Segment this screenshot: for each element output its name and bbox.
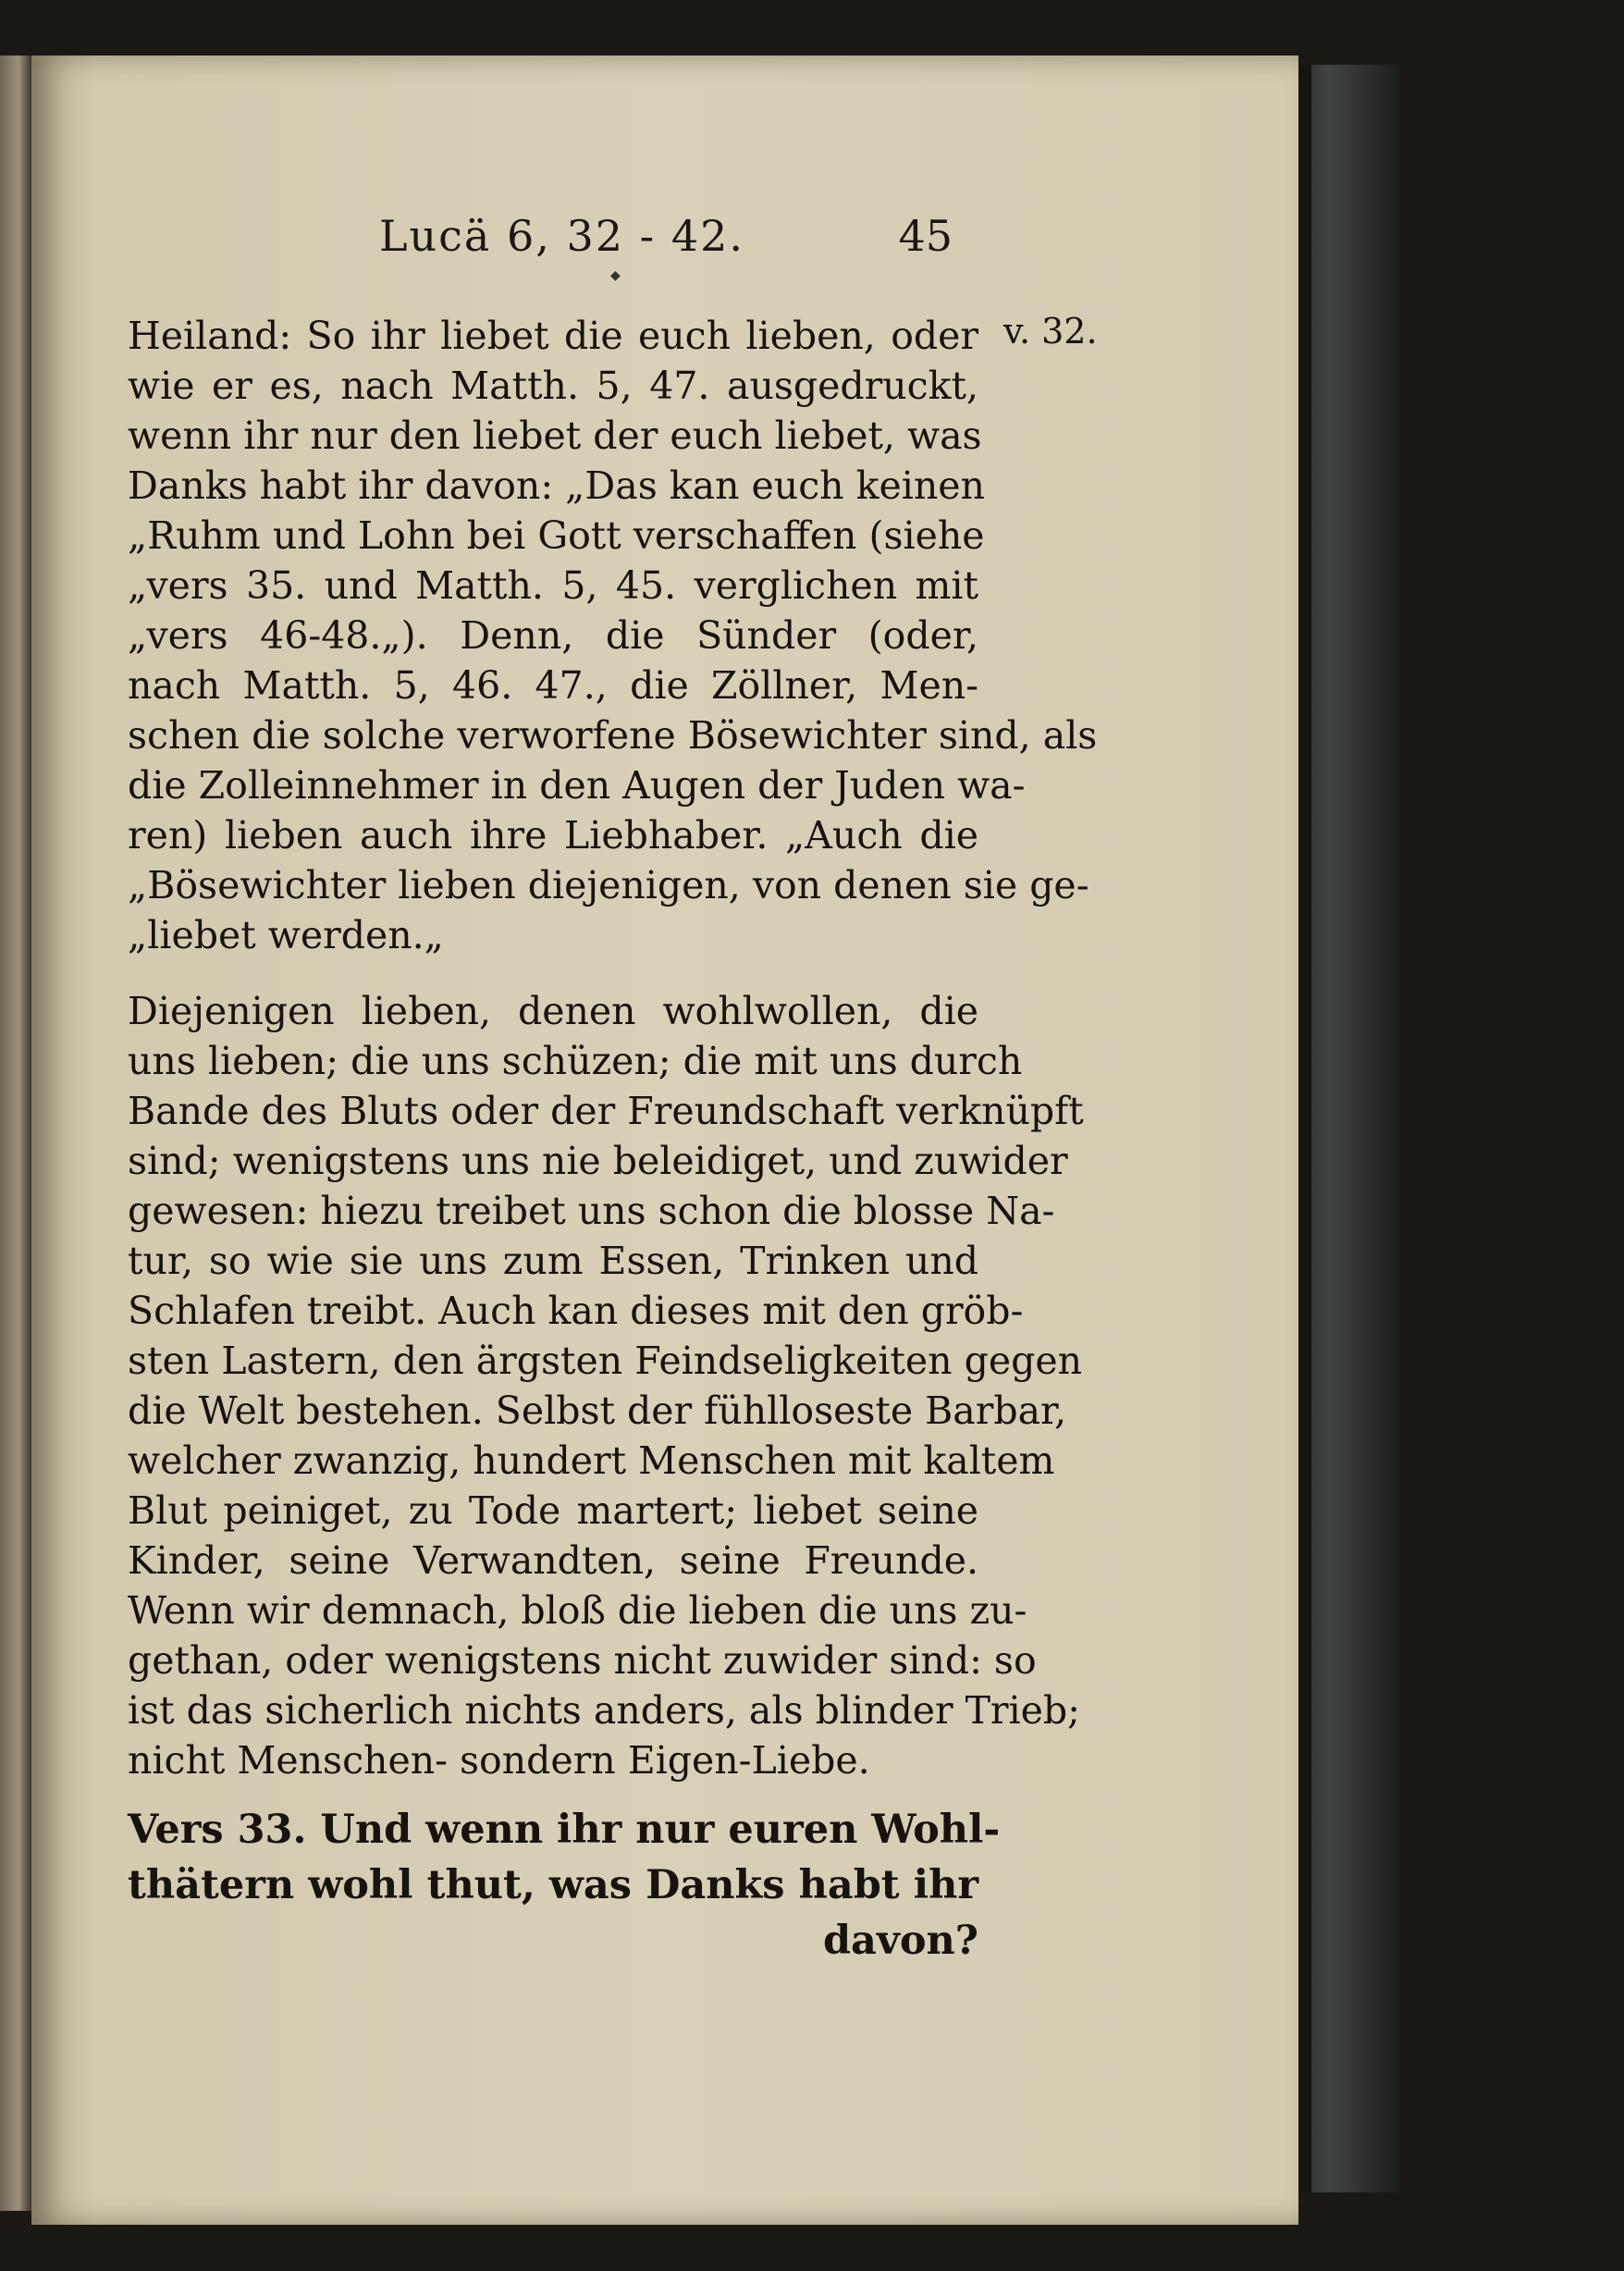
- verse-reference: v. 32.: [1003, 311, 1098, 352]
- text-line: die Welt bestehen. Selbst der fühlloseste Barbar,: [128, 1389, 1067, 1433]
- text-line: Danks habt ihr davon: „Das kan euch keinen: [128, 463, 985, 508]
- text-line: ist das sicherlich nichts anders, als blinder Trieb;: [128, 1688, 1080, 1733]
- text-line: thätern wohl thut, was Danks habt ihr: [128, 1862, 978, 1908]
- text-line: wenn ihr nur den liebet der euch liebet, was: [128, 413, 982, 458]
- text-line: „vers 46-48.„). Denn, die Sünder (oder,: [128, 613, 978, 658]
- text-line: tur, so wie sie uns zum Essen, Trinken und: [128, 1239, 978, 1283]
- text-line: die Zolleinnehmer in den Augen der Juden wa-: [128, 763, 1026, 808]
- catchword-mark: ◆: [610, 268, 621, 283]
- text-line: nach Matth. 5, 46. 47., die Zöllner, Men-: [128, 663, 978, 708]
- text-line: wie er es, nach Matth. 5, 47. ausgedruckt,: [128, 364, 978, 408]
- text-line: gewesen: hiezu treibet uns schon die blosse Na-: [128, 1189, 1055, 1233]
- text-line: sind; wenigstens uns nie beleidiget, und zuwider: [128, 1139, 1068, 1183]
- paragraph-2: [128, 986, 1084, 1785]
- text-line: davon?: [822, 1918, 978, 1964]
- text-line: nicht Menschen- sondern Eigen-Liebe.: [128, 1738, 870, 1783]
- text-line: Wenn wir demnach, bloß die lieben die uns zu-: [128, 1588, 1027, 1633]
- text-line: gethan, oder wenigstens nicht zuwider sind: so: [128, 1638, 1037, 1683]
- text-line: „Ruhm und Lohn bei Gott verschaffen (siehe: [128, 513, 985, 558]
- book-cover: [1298, 65, 1400, 2192]
- page-number: 45: [898, 211, 953, 261]
- text-line: schen die solche verworfene Bösewichter sind, als: [128, 713, 1098, 758]
- text-line: Vers 33. Und wenn ihr nur euren Wohl-: [128, 1807, 1001, 1853]
- text-line: Heiland: So ihr liebet die euch lieben, oder: [128, 314, 978, 358]
- running-title: Lucä 6, 32 - 42.: [379, 211, 744, 261]
- text-line: ren) lieben auch ihre Liebhaber. „Auch die: [128, 813, 978, 858]
- text-line: Blut peiniget, zu Tode martert; liebet seine: [128, 1488, 978, 1533]
- text-line: „liebet werden.„: [128, 913, 444, 957]
- text-line: „Bösewichter lieben diejenigen, von denen sie ge-: [128, 863, 1089, 907]
- page-header: [379, 211, 953, 276]
- text-line: uns lieben; die uns schüzen; die mit uns durch: [128, 1039, 1023, 1083]
- text-line: Schlafen treibt. Auch kan dieses mit den gröb-: [128, 1289, 1024, 1333]
- text-line: „vers 35. und Matth. 5, 45. verglichen mit: [128, 563, 978, 608]
- text-line: welcher zwanzig, hundert Menschen mit kaltem: [128, 1438, 1055, 1483]
- left-page-edge: [0, 56, 31, 2211]
- verse-heading: [128, 1802, 1001, 1969]
- text-line: sten Lastern, den ärgsten Feindseligkeiten gegen: [128, 1339, 1083, 1383]
- text-line: Kinder, seine Verwandten, seine Freunde.: [128, 1538, 978, 1583]
- cover-edge: [1298, 65, 1311, 2192]
- text-line: Diejenigen lieben, denen wohlwollen, die: [128, 989, 978, 1033]
- text-line: Bande des Bluts oder der Freundschaft verknüpft: [128, 1089, 1084, 1133]
